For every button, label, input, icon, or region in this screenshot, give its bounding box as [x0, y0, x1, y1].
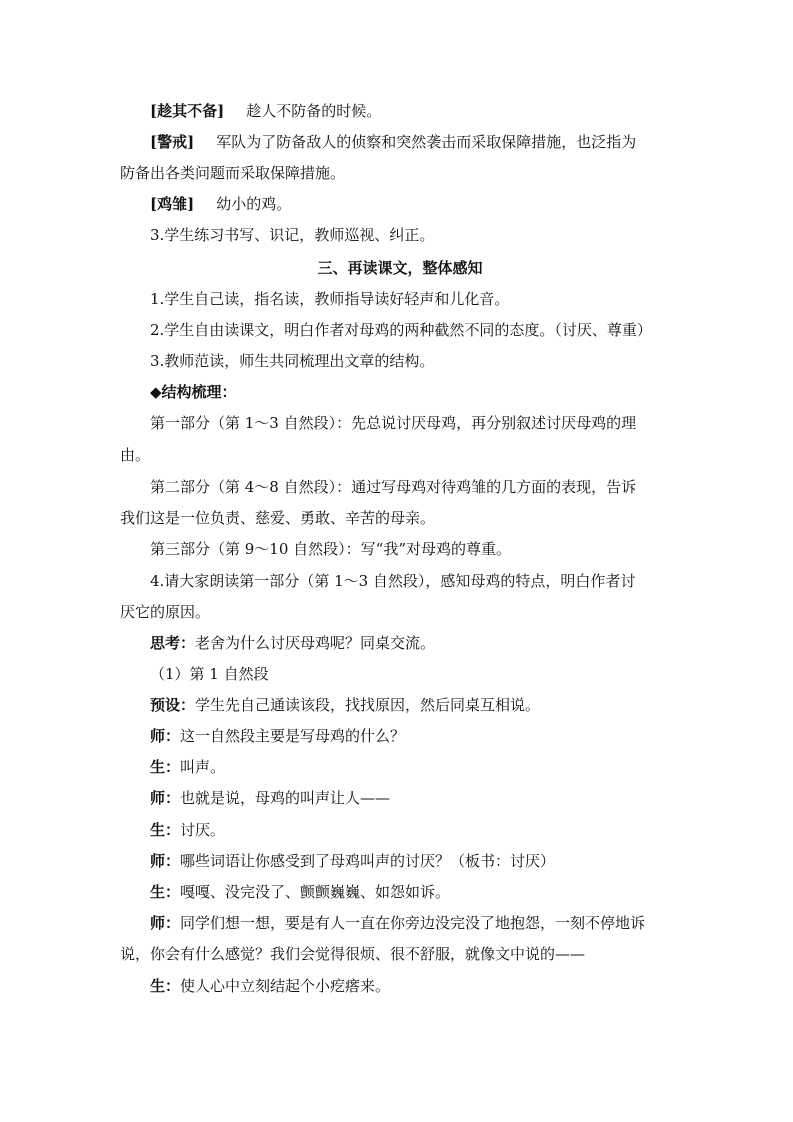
line-text: 哪些词语让你感受到了母鸡叫声的讨厌？（板书：讨厌） — [180, 852, 556, 870]
speaker-label: 师： — [150, 914, 181, 932]
glossary-entry-jichu — [120, 189, 710, 220]
dialogue-line — [120, 815, 710, 846]
line-text: 3.学生练习书写、识记，教师巡视、纠正。 — [150, 226, 435, 244]
line-text: 嘎嘎、没完没了、颤颤巍巍、如怨如诉。 — [180, 883, 451, 901]
speaker-label: 师： — [150, 789, 181, 807]
line-text: 4.请大家朗读第一部分（第 1～3 自然段），感知母鸡的特点，明白作者讨 — [150, 572, 636, 590]
line-text: 也就是说，母鸡的叫声让人—— — [180, 789, 391, 807]
line-text: 第二部分（第 4～8 自然段）：通过写母鸡对待鸡雏的几方面的表现，告诉 — [150, 478, 637, 496]
paragraph-line — [120, 503, 680, 534]
paragraph-line — [120, 939, 680, 970]
paragraph-line — [120, 158, 680, 189]
speaker-label: 生： — [150, 883, 181, 901]
line-text: 1.学生自己读，指名读，教师指导读好轻声和儿化音。 — [150, 290, 510, 308]
speaker-label: 生： — [150, 977, 181, 995]
glossary-entry-chenqibubei — [120, 96, 710, 127]
paragraph-line — [120, 315, 710, 346]
line-text: （1）第 1 自然段 — [150, 665, 269, 683]
glossary-term: [鸡雏] — [150, 195, 195, 213]
speaker-label: 思考： — [150, 634, 196, 652]
line-text: 说，你会有什么感觉？我们会觉得很烦、很不舒服，就像文中说的—— — [120, 945, 586, 963]
structure-heading-text: 结构梳理： — [161, 383, 237, 401]
paragraph-line — [120, 284, 710, 315]
think-prompt — [120, 628, 710, 659]
line-text: 使人心中立刻结起个小疙瘩来。 — [180, 977, 391, 995]
line-text: 同学们想一想，要是有人一直在你旁边没完没了地抱怨，一刻不停地诉 — [180, 914, 646, 932]
speaker-label: 生： — [150, 758, 181, 776]
speaker-label: 师： — [150, 727, 181, 745]
dialogue-line — [120, 846, 710, 877]
speaker-label: 生： — [150, 821, 181, 839]
dialogue-line — [120, 783, 710, 814]
subsection-heading — [120, 659, 710, 690]
glossary-term: [警戒] — [150, 133, 195, 151]
line-text: 2.学生自由读课文，明白作者对母鸡的两种截然不同的态度。（讨厌、尊重） — [150, 321, 652, 339]
paragraph-line — [120, 220, 710, 251]
paragraph-line — [120, 346, 710, 377]
line-text: 叫声。 — [180, 758, 226, 776]
paragraph-line — [120, 408, 710, 439]
line-text: 第一部分（第 1～3 自然段）：先总说讨厌母鸡，再分别叙述讨厌母鸡的理 — [150, 414, 637, 432]
line-text: 学生先自己通读该段，找找原因，然后同桌互相说。 — [195, 696, 541, 714]
glossary-definition: 趁人不防备的时候。 — [246, 102, 382, 120]
paragraph-line — [120, 440, 680, 471]
line-text: 由。 — [120, 446, 151, 464]
structure-heading — [120, 377, 710, 408]
diamond-bullet-icon: ◆ — [150, 383, 162, 401]
line-text: 厌它的原因。 — [120, 603, 211, 621]
line-text: 讨厌。 — [180, 821, 226, 839]
section-heading-text: 三、再读课文，整体感知 — [317, 259, 483, 277]
dialogue-line — [120, 877, 710, 908]
line-text: 老舍为什么讨厌母鸡呢？同桌交流。 — [195, 634, 436, 652]
dialogue-line — [120, 752, 710, 783]
line-text: 第三部分（第 9～10 自然段）：写“我”对母鸡的尊重。 — [150, 540, 512, 558]
preset-line — [120, 690, 710, 721]
line-text: 我们这是一位负责、慈爱、勇敢、辛苦的母亲。 — [120, 509, 436, 527]
glossary-definition: 军队为了防备敌人的侦察和突然袭击而采取保障措施，也泛指为 — [216, 133, 637, 151]
line-text: 3.教师范读，师生共同梳理出文章的结构。 — [150, 352, 435, 370]
glossary-term: [趁其不备] — [150, 102, 225, 120]
speaker-label: 预设： — [150, 696, 196, 714]
paragraph-line — [120, 534, 710, 565]
paragraph-line — [120, 472, 710, 503]
speaker-label: 师： — [150, 852, 181, 870]
dialogue-line — [120, 971, 710, 1002]
paragraph-line — [120, 597, 680, 628]
glossary-definition: 幼小的鸡。 — [216, 195, 292, 213]
dialogue-line — [120, 908, 710, 939]
dialogue-line — [120, 721, 710, 752]
glossary-entry-jingjie — [120, 127, 710, 158]
paragraph-line — [120, 566, 710, 597]
line-text: 这一自然段主要是写母鸡的什么？ — [180, 727, 406, 745]
section-heading — [120, 253, 680, 284]
line-text: 防备出各类问题而采取保障措施。 — [120, 164, 346, 182]
